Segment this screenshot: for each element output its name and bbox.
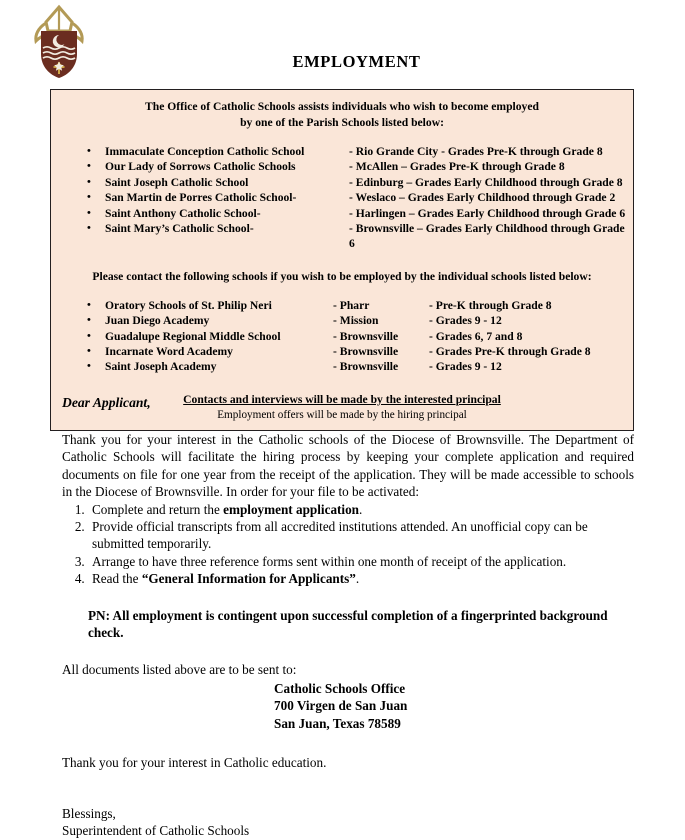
list-item	[88, 570, 634, 587]
schools-info-box	[50, 89, 634, 431]
intro-paragraph: Thank you for your interest in the Catholic schools of the Diocese of Brownsville. The Department of Catholic Schools will facilitate the hiring process by keeping your complete application and required documents on file for one year from the receipt of the application. They will be made accessible to schools in the Diocese of Brownsville. In order for your file to be activated:	[62, 432, 634, 500]
list-item	[51, 344, 633, 359]
bullet-icon: •	[87, 160, 91, 173]
school-city: - Brownsville	[333, 360, 399, 374]
school-name: Saint Anthony Catholic School-	[105, 206, 261, 220]
step-text-pre: Complete and return the	[92, 501, 224, 517]
send-to-label: All documents listed above are to be sent to:	[62, 662, 297, 678]
list-item	[51, 221, 633, 252]
bullet-icon: •	[87, 145, 91, 157]
school-detail: - Harlingen – Grades Early Childhood through Grade 6	[349, 206, 626, 220]
parish-schools-list	[51, 144, 633, 252]
school-detail: - Rio Grande City - Grades Pre-K through Grade 8	[349, 145, 603, 158]
school-detail: - McAllen – Grades Pre-K through Grade 8	[349, 160, 565, 174]
school-grades: - Pre-K through Grade 8	[429, 298, 552, 312]
bullet-icon: •	[87, 360, 91, 373]
closing-block	[62, 805, 634, 840]
closing-line-2: Superintendent of Catholic Schools	[62, 823, 250, 839]
list-item	[88, 553, 634, 570]
school-detail: - Brownsville – Grades Early Childhood through Grade 6	[349, 222, 625, 251]
school-city: - Pharr	[333, 298, 370, 312]
school-detail: - Weslaco – Grades Early Childhood through Grade 2	[349, 191, 616, 205]
school-grades: - Grades 9 - 12	[429, 360, 502, 374]
letter-body	[62, 395, 634, 840]
school-name: San Martin de Porres Catholic School-	[105, 191, 297, 205]
bullet-icon: •	[87, 222, 91, 235]
list-item	[88, 518, 634, 553]
closing-line-1: Blessings,	[62, 806, 116, 822]
step-text-post: .	[359, 501, 363, 517]
school-name: Juan Diego Academy	[105, 314, 210, 328]
school-name: Our Lady of Sorrows Catholic Schools	[105, 160, 296, 174]
box-footer-line-1: Contacts and interviews will be made by the interested principal	[183, 392, 501, 406]
box-intro	[51, 98, 633, 131]
school-name: Saint Joseph Catholic School	[105, 175, 249, 189]
school-city: - Brownsville	[333, 329, 399, 343]
contact-instruction: Please contact the following schools if you wish to be employed by the individual schools listed below:	[92, 269, 592, 283]
school-city: - Brownsville	[333, 345, 399, 359]
bullet-icon: •	[87, 329, 91, 342]
box-footer-line-2: Employment offers will be made by the hiring principal	[217, 408, 467, 421]
box-intro-line-2: by one of the Parish Schools listed below:	[240, 116, 444, 129]
bullet-icon: •	[87, 191, 91, 204]
bullet-icon: •	[87, 314, 91, 327]
step-text-bold: employment application	[223, 501, 360, 517]
document-header	[0, 0, 685, 82]
step-text-pre: Arrange to have three reference forms sent within one month of receipt of the application.	[92, 553, 567, 569]
address-line-2: 700 Virgen de San Juan	[274, 698, 408, 714]
list-item	[51, 190, 633, 205]
school-grades: - Grades 6, 7 and 8	[429, 329, 523, 343]
school-city: - Mission	[333, 314, 379, 328]
step-text-post: .	[355, 571, 360, 587]
school-name: Oratory Schools of St. Philip Neri	[105, 298, 272, 312]
list-item	[51, 206, 633, 221]
list-item	[51, 175, 633, 190]
step-text-pre: Provide official transcripts from all accredited institutions attended. An unofficial copy can be submitted temporarily.	[92, 519, 588, 552]
bullet-icon: •	[87, 298, 91, 311]
school-grades: - Grades 9 - 12	[429, 314, 502, 328]
list-item	[51, 298, 633, 313]
thanks-line: Thank you for your interest in Catholic education.	[62, 754, 327, 770]
school-name: Incarnate Word Academy	[105, 345, 233, 359]
bullet-icon: •	[87, 206, 91, 219]
address-line-1: Catholic Schools Office	[274, 680, 406, 696]
step-text-pre: Read the	[92, 571, 142, 587]
requirements-list	[62, 501, 634, 588]
list-item	[51, 159, 633, 174]
bullet-icon: •	[87, 345, 91, 358]
school-name: Guadalupe Regional Middle School	[105, 329, 281, 343]
address-line-3: San Juan, Texas 78589	[274, 716, 401, 732]
school-grades: - Grades Pre-K through Grade 8	[429, 345, 591, 359]
step-text-bold: “General Information for Applicants”	[141, 571, 356, 587]
school-detail: - Edinburg – Grades Early Childhood through Grade 8	[349, 175, 623, 189]
fingerprint-note: PN: All employment is contingent upon successful completion of a fingerprinted background check.	[88, 607, 608, 641]
list-item	[88, 501, 634, 518]
mailing-address	[274, 680, 634, 733]
list-item	[51, 359, 633, 374]
list-item	[51, 313, 633, 328]
school-name: Immaculate Conception Catholic School	[105, 145, 305, 158]
bullet-icon: •	[87, 175, 91, 188]
list-item	[51, 144, 633, 159]
individual-schools-list	[51, 298, 633, 375]
school-name: Saint Mary’s Catholic School-	[105, 222, 254, 236]
list-item	[51, 329, 633, 344]
page-title: EMPLOYMENT	[292, 52, 421, 71]
box-intro-line-1: The Office of Catholic Schools assists individuals who wish to become employed	[145, 100, 539, 113]
school-name: Saint Joseph Academy	[105, 360, 217, 374]
salutation: Dear Applicant,	[62, 395, 151, 410]
